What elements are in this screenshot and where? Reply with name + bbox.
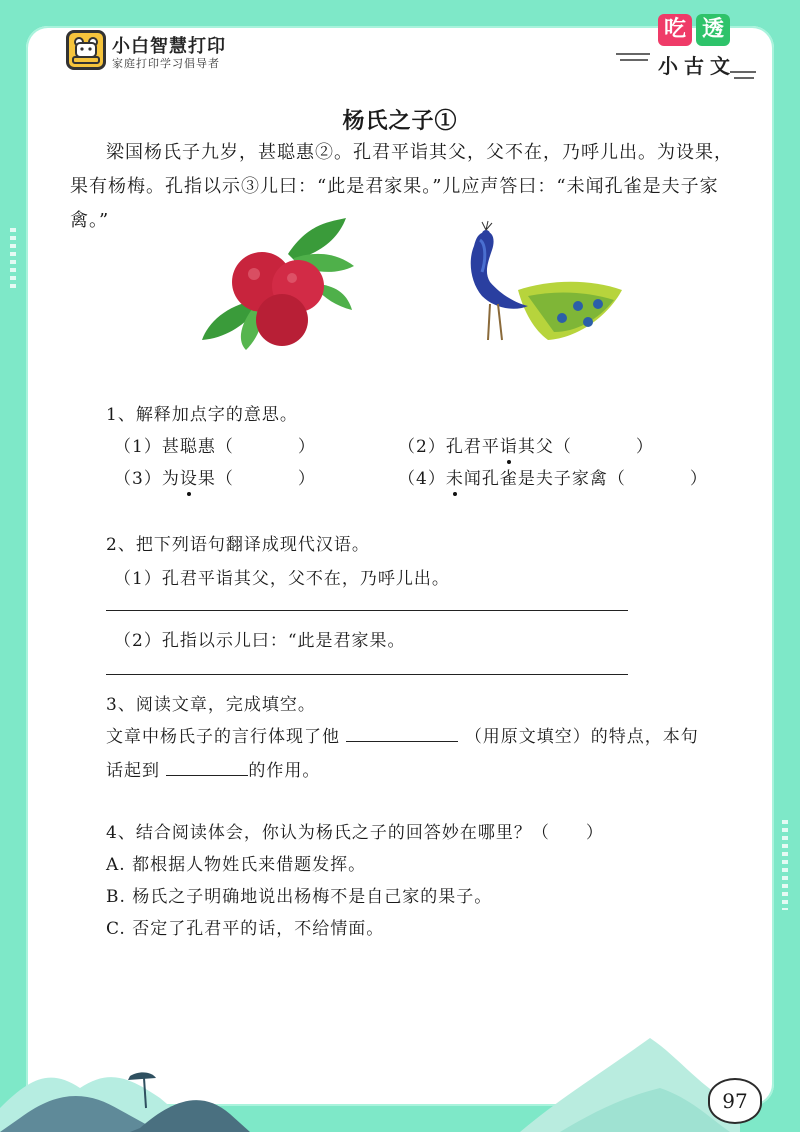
q3-line-2 [106, 756, 320, 781]
q1-item-1-close: ） [297, 437, 316, 457]
q1-item-2 [398, 432, 654, 457]
q2-item-1: （1）孔君平诣其父，父不在，乃呼儿出。 [114, 569, 450, 589]
q1-item-4-close: ） [689, 469, 708, 489]
brand-chip-2: 透 [696, 14, 730, 46]
q1-answer-blank-2[interactable] [572, 434, 636, 452]
right-stripe-deco [782, 820, 788, 910]
q1-answer-blank-3[interactable] [234, 466, 298, 484]
q1-item-2-dotted-char: 诣 [499, 437, 518, 457]
q1-item-3-pre: （3）为 [114, 469, 180, 489]
q2-answer-line-1[interactable] [106, 610, 628, 611]
q1-item-4-rest: 闻孔雀是夫子家禽（ [463, 469, 626, 489]
q1-item-4 [398, 464, 708, 489]
article-title: 杨氏之子① [342, 108, 458, 134]
q1-item-3-rest: 果（ [197, 469, 234, 489]
question4-heading: 4、结合阅读体会，你认为杨氏之子的回答妙在哪里？（ ） [106, 823, 604, 843]
q1-item-3 [114, 464, 316, 489]
q3-blank-1[interactable] [346, 723, 458, 742]
left-stripe-deco [10, 228, 16, 288]
q1-item-3-close: ） [297, 469, 316, 489]
peacock-illustration [458, 220, 624, 344]
brand-subtitle: 小古文 [658, 54, 736, 78]
q1-item-4-pre: （4） [398, 469, 446, 489]
question3-heading: 3、阅读文章，完成填空。 [106, 695, 316, 715]
brand-logo [66, 30, 266, 74]
q4-option-b[interactable]: B. 杨氏之子明确地说出杨梅不是自己家的果子。 [106, 887, 493, 907]
mountain-landscape-deco [0, 1018, 800, 1132]
bayberry-illustration [198, 214, 354, 350]
q1-item-4-dotted-char: 未 [445, 469, 464, 489]
q1-answer-blank-4[interactable] [626, 466, 690, 484]
logo-title: 小白智慧打印 [112, 36, 226, 57]
series-brand [610, 14, 760, 84]
q3-line-1 [106, 722, 699, 747]
question1-heading: 1、解释加点字的意思。 [106, 405, 298, 425]
q3-line-2-b: 的作用。 [248, 761, 321, 781]
brand-chip-1: 吃 [658, 14, 692, 46]
q3-line-1-b: （用原文填空）的特点，本句 [464, 727, 699, 747]
q1-item-2-pre: （2）孔君平 [398, 437, 500, 457]
q1-item-3-dotted-char: 设 [179, 469, 198, 489]
q1-item-2-rest: 其父（ [517, 437, 572, 457]
q1-item-1-rest: 聪惠（ [179, 437, 234, 457]
q1-item-2-close: ） [635, 437, 654, 457]
q1-answer-blank-1[interactable] [234, 434, 298, 452]
article-passage: 梁国杨氏子九岁，甚聪惠②。孔君平诣其父，父不在，乃呼儿出。为设果，果有杨梅。孔指以示③儿曰：“此是君家果。”儿应声答曰：“未闻孔雀是夫子家禽。” [70, 142, 733, 231]
question2-heading: 2、把下列语句翻译成现代汉语。 [106, 535, 370, 555]
q1-item-1-pre: （1）甚 [114, 437, 180, 457]
q2-item-2: （2）孔指以示儿曰：“此是君家果。 [114, 631, 406, 651]
brand-swirl-icon [610, 14, 760, 84]
q3-line-2-a: 话起到 [106, 761, 160, 781]
q2-answer-line-2[interactable] [106, 674, 628, 675]
q4-option-c[interactable]: C. 否定了孔君平的话，不给情面。 [106, 919, 385, 939]
q3-line-1-a: 文章中杨氏子的言行体现了他 [106, 727, 340, 747]
q1-item-1 [114, 432, 316, 457]
page-number: 97 [708, 1078, 762, 1124]
q4-option-a[interactable]: A. 都根据人物姓氏来借题发挥。 [106, 855, 367, 875]
logo-subtitle: 家庭打印学习倡导者 [112, 57, 220, 70]
printer-logo-icon [66, 30, 106, 70]
q3-blank-2[interactable] [166, 757, 248, 776]
